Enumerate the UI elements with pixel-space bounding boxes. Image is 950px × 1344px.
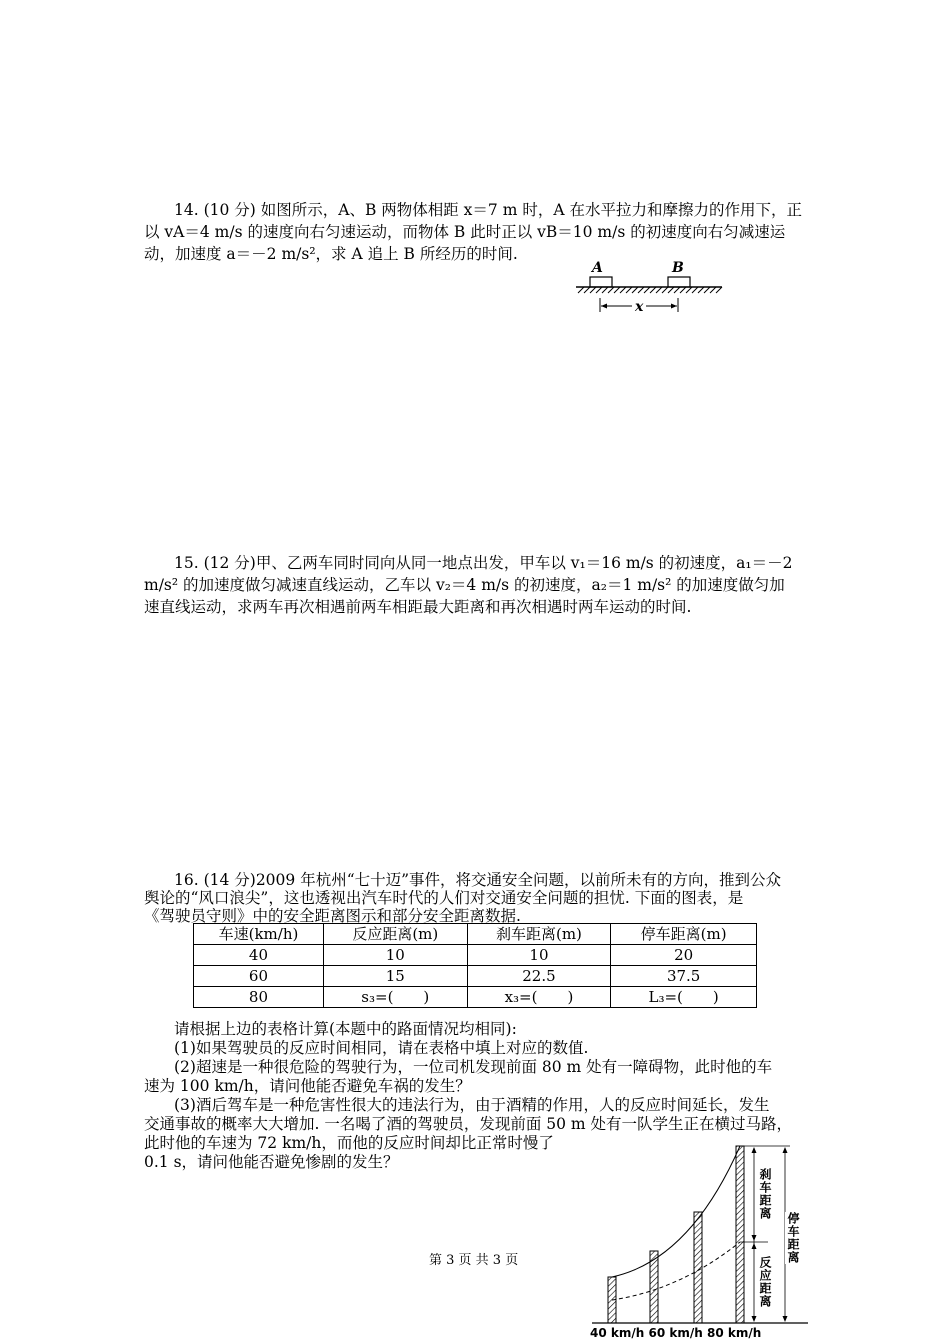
q16-part3b: 交通事故的概率大大增加. 一名喝了酒的驾驶员，发现前面 50 m 处有一队学生正在横过马路， [144, 1115, 793, 1133]
table-cell: 37.5 [611, 966, 757, 987]
table-cell: 40 [194, 945, 324, 966]
table-cell: L₃=( ) [611, 987, 757, 1008]
table-cell: 80 [194, 987, 324, 1008]
reaction-distance-label: 反应距离 [758, 1256, 772, 1308]
table-header: 反应距离(m) [323, 924, 467, 945]
q16-intro: 请根据上边的表格计算(本题中的路面情况均相同): [174, 1020, 517, 1038]
table-cell: 15 [323, 966, 467, 987]
q16-part2a: (2)超速是一种很危险的驾驶行为，一位司机发现前面 80 m 处有一障碍物，此时他的车 [174, 1058, 773, 1076]
q15-line2: m/s² 的加速度做匀减速直线运动，乙车以 v₂＝4 m/s 的初速度，a₂＝1 m/s² 的加速度做匀加 [144, 576, 785, 594]
table-cell: 20 [611, 945, 757, 966]
block-b [668, 277, 690, 287]
q15-line3: 速直线运动，求两车再次相遇前两车相距最大距离和再次相遇时两车运动的时间. [144, 598, 692, 616]
table-cell: s₃=( ) [323, 987, 467, 1008]
fig-label-a: A [592, 260, 603, 276]
q16-line1: 16. (14 分)2009 年杭州“七十迈”事件，将交通安全问题，以前所未有的方向，推到公众 [174, 871, 782, 889]
safety-distance-figure [590, 1140, 810, 1344]
q16-part3c: 此时他的车速为 72 km/h，而他的反应时间却比正常时慢了 [144, 1134, 554, 1152]
table-header: 刹车距离(m) [467, 924, 611, 945]
stopping-distance-label: 停车距离 [786, 1212, 800, 1264]
q14-line3: 动，加速度 a＝－2 m/s²，求 A 追上 B 所经历的时间. [144, 245, 518, 263]
table-cell: 60 [194, 966, 324, 987]
page-footer: 第 3 页 共 3 页 [429, 1253, 519, 1268]
q14-line1: 14. (10 分) 如图所示，A、B 两物体相距 x＝7 m 时，A 在水平拉力和摩擦力的作用下，正 [174, 201, 802, 219]
q16-part3d: 0.1 s，请问他能否避免惨剧的发生？ [144, 1153, 399, 1171]
fig-label-b: B [672, 260, 684, 276]
table-cell: 22.5 [467, 966, 611, 987]
table-cell: 10 [467, 945, 611, 966]
table-row [194, 945, 757, 966]
q16-line2: 舆论的“风口浪尖”，这也透视出汽车时代的人们对交通安全问题的担忧. 下面的图表，是 [144, 889, 744, 907]
safety-distance-table [193, 923, 757, 1008]
table-cell: 10 [323, 945, 467, 966]
table-header: 停车距离(m) [611, 924, 757, 945]
q16-part1: (1)如果驾驶员的反应时间相同，请在表格中填上对应的数值. [174, 1039, 589, 1057]
bar-80 [694, 1212, 702, 1323]
q15-line1: 15. (12 分)甲、乙两车同时同向从同一地点出发，甲车以 v₁＝16 m/s 的初速度，a₁＝－2 [174, 554, 793, 572]
brake-distance-label: 刹车距离 [758, 1168, 772, 1220]
ground-hatch [578, 287, 722, 293]
fig-label-x: x [635, 299, 644, 315]
stopping-curve [612, 1146, 740, 1277]
table-cell: x₃=( ) [467, 987, 611, 1008]
speed-label: 60 km/h [648, 1326, 703, 1340]
speed-label: 80 km/h [706, 1326, 762, 1340]
table-header-row [194, 924, 757, 945]
block-a [590, 277, 612, 287]
q16-part2b: 速为 100 km/h，请问他能否避免车祸的发生？ [144, 1077, 471, 1095]
q16-part3a: (3)酒后驾车是一种危害性很大的违法行为，由于酒精的作用，人的反应时间延长，发生 [174, 1096, 770, 1114]
q14-line2: 以 vA＝4 m/s 的速度向右匀速运动，而物体 B 此时正以 vB＝10 m/s 的初速度向右匀减速运 [144, 223, 786, 241]
q14-figure [572, 258, 727, 318]
speed-axis-labels [590, 1326, 761, 1340]
speed-label: 40 km/h [590, 1326, 645, 1340]
table-row [194, 987, 757, 1008]
bar-100 [736, 1146, 744, 1323]
table-header: 车速(km/h) [194, 924, 324, 945]
table-row [194, 966, 757, 987]
q16-line3: 《驾驶员守则》中的安全距离图示和部分安全距离数据. [144, 907, 521, 925]
